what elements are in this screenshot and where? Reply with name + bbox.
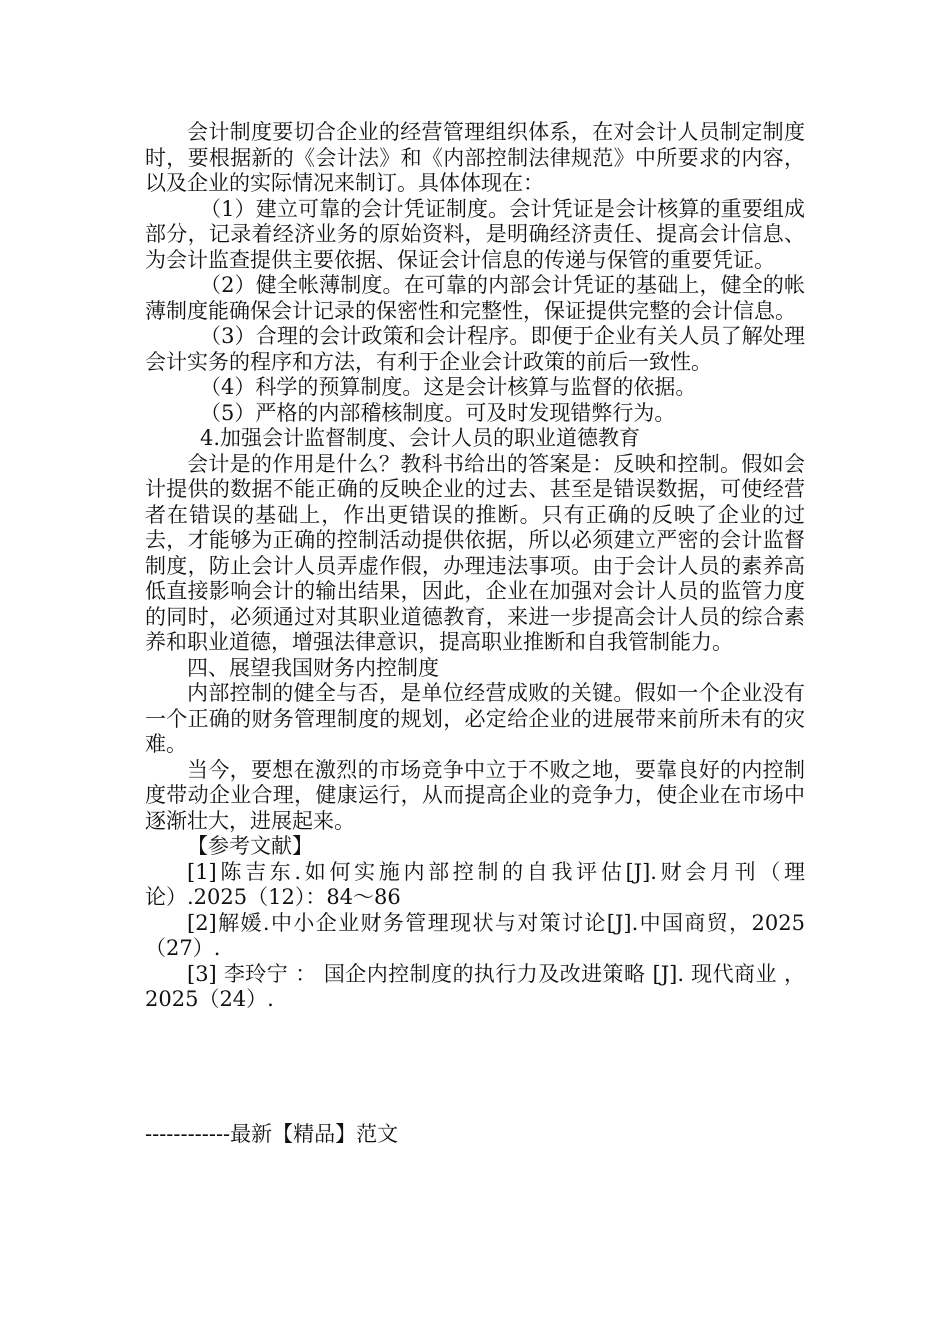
paragraph-outlook-2: 当今，要想在激烈的市场竞争中立于不败之地，要靠良好的内控制度带动企业合理，健康运行，从而提高企业的竞争力，使企业在市场中逐渐壮大，进展起来。	[145, 757, 805, 833]
paragraph-supervision: 会计是的作用是什么？教科书给出的答案是：反映和控制。假如会计提供的数据不能正确的反映企业的过去、甚至是错误数据，可使经营者在错误的基础上，作出更错误的推断。只有正确的反映了企业的过去，才能够为正确的控制活动提供依据，所以必须建立严密的会计监督制度，防止会计人员弄虚作假，办理违法事项。由于会计人员的素养高低直接影响会计的输出结果，因此，企业在加强对会计人员的监管力度的同时，必须通过对其职业道德教育，来进一步提高会计人员的综合素养和职业道德，增强法律意识，提高职业推断和自我管制能力。	[145, 451, 805, 654]
section-heading-outlook: 四、展望我国财务内控制度	[187, 655, 439, 680]
paragraph-intro: 会计制度要切合企业的经营管理组织体系，在对会计人员制定制度时，要根据新的《会计法》和《内部控制法律规范》中所要求的内容，以及企业的实际情况来制订。具体体现在：	[145, 120, 805, 195]
section-heading-4: 4.加强会计监督制度、会计人员的职业道德教育	[200, 426, 641, 450]
reference-2: [2]解媛.中小企业财务管理现状与对策讨论[J].中国商贸，2025（27）.	[145, 910, 805, 960]
paragraph-item-4: （4）科学的预算制度。这是会计核算与监督的依据。	[200, 375, 697, 399]
reference-3: [3] 李玲宁 ： 国企内控制度的执行力及改进策略 [J]. 现代商业 ，2025（24）.	[145, 961, 805, 1011]
paragraph-item-1: （1）建立可靠的会计凭证制度。会计凭证是会计核算的重要组成部分，记录着经济业务的原始资料，是明确经济责任、提高会计信息、为会计监查提供主要依据、保证会计信息的传递与保管的重要凭证。	[145, 196, 805, 272]
paragraph-item-2: （2）健全帐薄制度。在可靠的内部会计凭证的基础上，健全的帐薄制度能确保会计记录的保密性和完整性，保证提供完整的会计信息。	[145, 273, 805, 323]
document-body	[145, 120, 805, 1013]
paragraph-outlook-1: 内部控制的健全与否，是单位经营成败的关键。假如一个企业没有一个正确的财务管理制度的规划，必定给企业的进展带来前所未有的灾难。	[145, 681, 805, 756]
reference-1: [1]陈吉东.如何实施内部控制的自我评估[J].财会月刊（理论）.2025（12）：84～86	[145, 859, 805, 909]
paragraph-item-5: （5）严格的内部稽核制度。可及时发现错弊行为。	[200, 400, 676, 425]
page-footer: ------------最新【精品】范文	[145, 1122, 399, 1146]
paragraph-item-3: （3）合理的会计政策和会计程序。即便于企业有关人员了解处理会计实务的程序和方法，有利于企业会计政策的前后一致性。	[145, 324, 805, 374]
references-heading: 【参考文献】	[187, 834, 313, 858]
